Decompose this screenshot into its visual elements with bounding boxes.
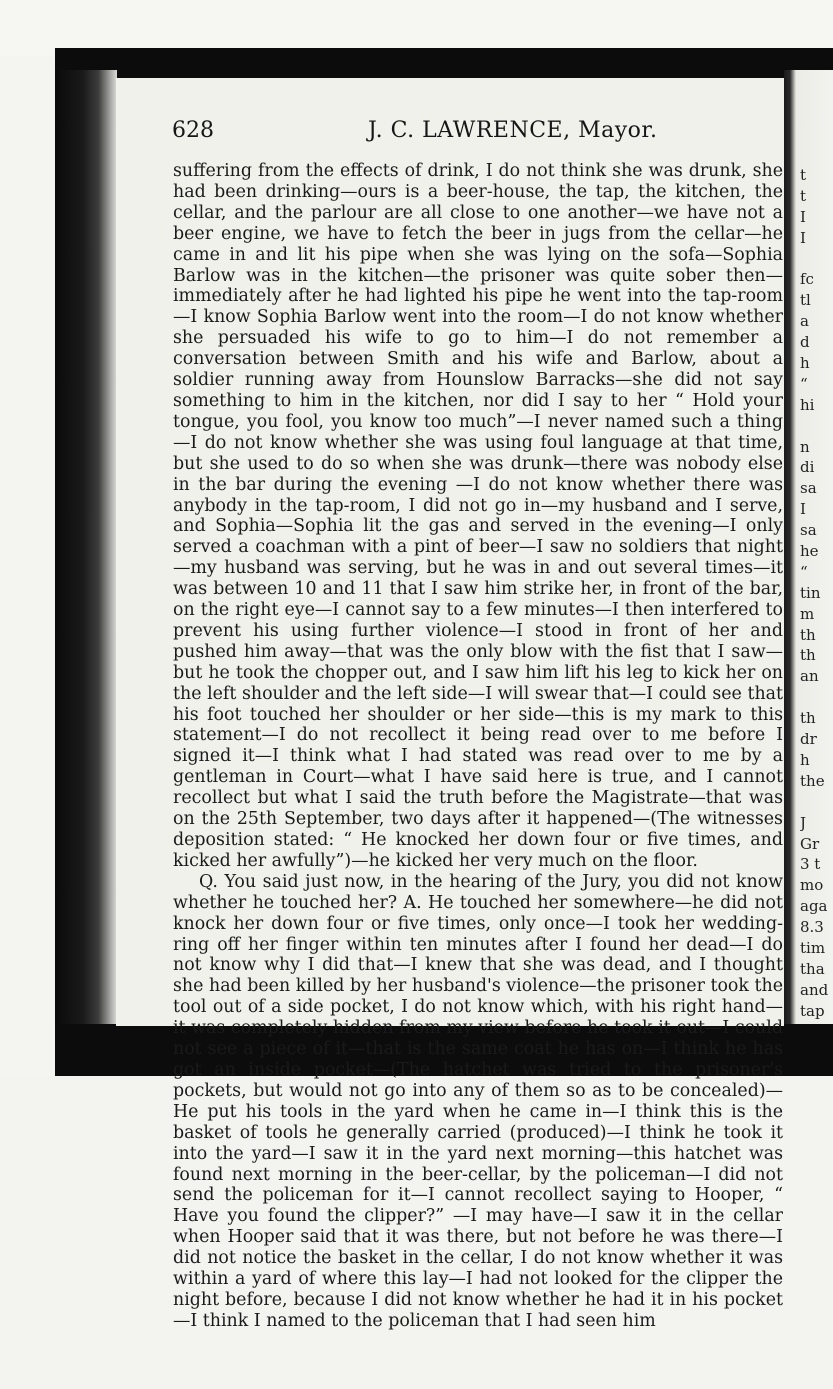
facing-page-fragment: sa [800, 479, 817, 498]
facing-page-fragment: h [800, 354, 810, 373]
facing-page-fragment: “ [800, 562, 808, 581]
facing-page-fragment [800, 249, 833, 270]
facing-page-fragment: 3 t [800, 855, 821, 874]
facing-page-fragment: tap [800, 1001, 825, 1020]
facing-page-fragment: tha [800, 959, 825, 978]
facing-page-fragment: th [800, 709, 816, 728]
facing-page-fragment: 8.3 [800, 918, 824, 937]
facing-page-fragment: di [800, 458, 815, 477]
facing-page-fragment: fc [800, 270, 814, 289]
book-spine-shadow [55, 70, 117, 1040]
running-head: J. C. LAWRENCE, Mayor. [368, 118, 658, 143]
facing-page-fragment [800, 792, 833, 813]
facing-page-fragment: I [800, 228, 806, 247]
facing-page-fragment: the [800, 771, 825, 790]
facing-page-fragment: hi [800, 395, 815, 414]
facing-page-fragment: tl [800, 291, 811, 310]
facing-page-fragment: th [800, 646, 816, 665]
facing-page-fragment: and [800, 980, 829, 999]
facing-page-fragment: t [800, 166, 807, 184]
facing-page-fragment: dr [800, 730, 817, 749]
facing-page-fragment: I [800, 500, 806, 519]
facing-page-fragment: he [800, 542, 819, 561]
facing-page-fragment: a [800, 312, 809, 331]
facing-page-fragment: m [800, 604, 815, 623]
facing-page-fragment: mo [800, 876, 824, 895]
testimony-paragraph: suffering from the effects of drink, I do not think she was drunk, she had been drinking—ours is a beer-house, the tap, the kitchen, the cellar, and the parlour are all close to one another—we have not a beer engine, we have to fetch the beer in jugs from the cellar—he came in and lit his pipe when she was lying on the sofa—Sophia Barlow was in the kitchen—the prisoner was quite sober then—immediately after he had lighted his pipe he went into the tap-room—I know Sophia Barlow went into the room—I do not know whether she persuaded his wife to go to him—I do not remember a conversation between Smith and his wife and Barlow, about a soldier running away from Hounslow Barracks—she did not say something to him in the kitchen, nor did I say to her “ Hold your tongue, you fool, you know too much”—I never named such a thing—I do not know whether she was using foul language at that time, but she used to do so when she was drunk—there was nobody else in the bar during the evening —I do not know whether there was anybody in the tap-room, I did not go in—my husband and I serve, and Sophia—Sophia lit the gas and served in the evening—I only served a coachman with a pint of beer—I saw no soldiers that night—my husband was serving, but he was in and out several times—it was between 10 and 11 that I saw him strike her, in front of the bar, on the right eye—I cannot say to a few minutes—I then interfered to prevent his using further violence—I stood in front of her and pushed him away—that was the only blow with the fist that I saw—but he took the chopper out, and I saw him lift his leg to kick her on the left shoulder and the left side—I will swear that—I could see that his foot touched her shoulder or her side—this is my mark to this statement—I do not recollect it being read over to me before I signed it—I think what I had stated was read over to me by a gentleman in Court—what I have said here is true, and I cannot recollect but what I said the truth before the Magistrate—that was on the 25th September, two days after it happened—(The witnesses deposition stated: “ He knocked her down four or five times, and kicked her awfully”)—he kicked her very much on the floor. [173, 161, 783, 871]
facing-page-fragment: tim [800, 938, 826, 957]
page-body [173, 161, 783, 1332]
facing-page-fragment: I [800, 207, 806, 226]
testimony-paragraph: Q. You said just now, in the hearing of the Jury, you did not know whether he touched her? A. He touched her somewhere—he did not knock her down four or five times, only once—I took her wedding-ring off her finger within ten minutes after I found her dead—I do not know why I did that—I knew that she was dead, and I thought she had been killed by her husband's violence—the prisoner took the tool out of a side pocket, I do not know which, with his right hand—it was completely hidden from my view before he took it out—I could not see a piece of it—that is the same coat he has on—I think he has got an inside pocket—(The hatchet was tried to the prisoner's pockets, but would not go into any of them so as to be concealed)—He put his tools in the yard when he came in—I think this is the basket of tools he generally carried (produced)—I think he took it into the yard—I saw it in the yard next morning—this hatchet was found next morning in the beer-cellar, by the policeman—I did not send the policeman for it—I cannot recollect saying to Hooper, “ Have you found the clipper?” —I may have—I saw it in the cellar when Hooper said that it was there, but not before he was there—I did not notice the basket in the cellar, I do not know whether it was within a yard of where this lay—I had not looked for the clipper the night before, because I did not know whether he had it in his pocket—I think I named to the policeman that I had seen him [173, 871, 783, 1331]
book-page [116, 78, 784, 1331]
facing-page-fragment: sa [800, 521, 817, 540]
facing-page-fragment: h [800, 750, 810, 769]
facing-page-fragment: Gr [800, 834, 820, 853]
facing-page-fragment [800, 687, 833, 708]
facing-page-fragment [800, 416, 833, 437]
facing-page-fragment: d [800, 333, 810, 352]
page-number: 628 [172, 118, 214, 143]
facing-page-fragment: th [800, 625, 816, 644]
facing-page-fragment: tin [800, 583, 821, 602]
facing-page-fragment: aga [800, 897, 828, 916]
facing-page-fragment: n [800, 437, 810, 456]
scan-top-shadow [55, 48, 833, 82]
facing-page-fragment: an [800, 667, 819, 686]
facing-page-fragment: t [800, 186, 807, 205]
facing-page-fragment: J [800, 813, 807, 832]
facing-page-fragment: “ [800, 374, 808, 393]
